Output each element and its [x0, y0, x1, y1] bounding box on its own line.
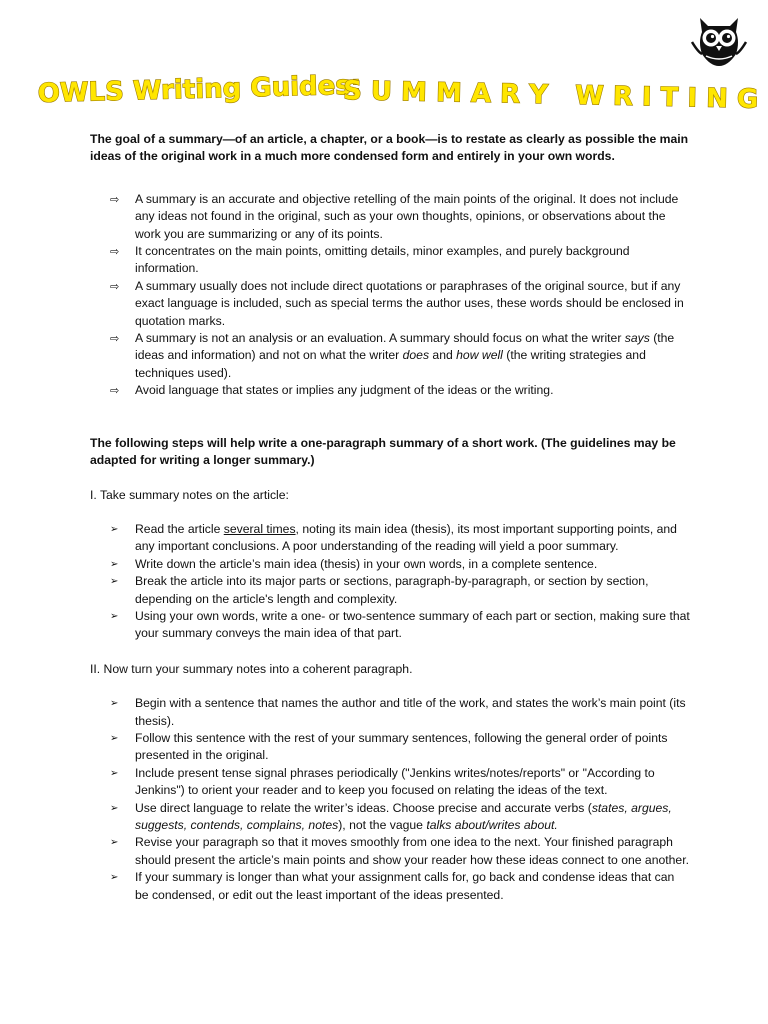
chevron-right-icon: ➢ — [110, 802, 119, 814]
owl-logo — [688, 8, 750, 70]
list-item-text: Write down the article’s main idea (thesis) in your own words, in a complete sentence. — [135, 556, 598, 571]
notes-steps-list — [90, 521, 690, 643]
owl-icon — [688, 8, 750, 70]
chevron-right-icon: ➢ — [110, 576, 119, 588]
list-item — [90, 765, 690, 800]
list-item-text: A summary is not an analysis or an evaluation. A summary should focus on what the writer — [135, 331, 625, 346]
intro-paragraph: The goal of a summary—of an article, a chapter, or a book—is to restate as clearly as possible the main ideas of the original work in a much more condensed form and entirely in your own words. — [90, 132, 689, 164]
list-item — [90, 382, 690, 399]
emphasis-says: says — [624, 331, 650, 346]
list-item — [90, 608, 690, 643]
arrow-icon: ⇨ — [110, 245, 120, 259]
list-item — [90, 573, 690, 608]
list-item — [90, 243, 690, 278]
chevron-right-icon: ➢ — [110, 732, 119, 744]
page-title — [37, 66, 759, 115]
list-item-text: ), not the vague — [338, 818, 427, 832]
title-part-owls: OWLS Writing Guides: — [37, 70, 362, 109]
section-heading-notes: I. Take summary notes on the article: — [90, 487, 289, 502]
emphasis-how-well: how well — [456, 348, 503, 363]
list-item-text: Read the article — [135, 521, 224, 536]
chevron-right-icon: ➢ — [110, 767, 119, 779]
arrow-icon: ⇨ — [110, 192, 120, 206]
list-item-text: Break the article into its major parts or sections, paragraph-by-paragraph, or section by section, depending on the article's length and complexity. — [135, 574, 649, 606]
list-item-text: Using your own words, write a one- or two-sentence summary of each part or section, making sure that your summary conveys the main idea of that part. — [135, 608, 690, 641]
list-item — [90, 278, 690, 330]
list-item — [90, 191, 690, 243]
steps-intro-paragraph: The following steps will help write a one-paragraph summary of a short work. (The guidelines may be adapted for writing a longer summary.) — [90, 435, 676, 468]
list-item-text: It concentrates on the main points, omitting details, minor examples, and purely background information. — [135, 244, 630, 276]
list-item-text: A summary is an accurate and objective retelling of the main points of the original. It does not include any ideas not found in the original, such as your own thoughts, opinions, or observations about the work you are summarizing or any of its points. — [135, 191, 679, 241]
arrow-icon: ⇨ — [110, 332, 120, 346]
chevron-right-icon: ➢ — [110, 558, 119, 570]
list-item-text: Use direct language to relate the writer’s ideas. Choose precise and accurate verbs ( — [135, 800, 592, 815]
chevron-right-icon: ➢ — [110, 837, 119, 849]
list-item — [90, 695, 690, 730]
list-item-text: Avoid language that states or implies any judgment of the ideas or the writing. — [135, 383, 554, 398]
underlined-phrase: several times — [223, 521, 296, 536]
list-item — [90, 330, 690, 382]
list-item-text: Follow this sentence with the rest of your summary sentences, following the general order of points presented in the original. — [135, 730, 668, 763]
list-item — [90, 800, 690, 835]
list-item-text: Revise your paragraph so that it moves smoothly from one idea to the next. Your finished paragraph should present the article’s main points and show your reader how these ideas connect to one another. — [135, 835, 689, 867]
arrow-icon: ⇨ — [110, 384, 120, 398]
list-item-text: Include present tense signal phrases periodically ("Jenkins writes/notes/reports" or "According to Jenkins") to orient your reader and to keep you focused on relating the ideas of the text. — [135, 765, 655, 798]
document-body — [90, 131, 690, 922]
chevron-right-icon: ➢ — [110, 872, 119, 884]
list-item-text: Begin with a sentence that names the author and title of the work, and states the work’s main point (its thesis). — [135, 696, 686, 728]
section-heading-paragraph: II. Now turn your summary notes into a coherent paragraph. — [90, 661, 413, 676]
list-item — [90, 521, 690, 556]
emphasis-verbs: states, argues, suggests, contends, complains, notes — [135, 800, 672, 832]
emphasis-vague-verbs: talks about/writes about. — [426, 818, 558, 832]
emphasis-does: does — [402, 348, 430, 363]
list-item — [90, 869, 690, 904]
chevron-right-icon: ➢ — [110, 698, 119, 710]
list-item-text: , noting its main idea (thesis), its most important supporting points, and any important conclusions. A poor understanding of the reading will yield a poor summary. — [135, 521, 677, 554]
summary-definition-list — [90, 191, 690, 400]
list-item-text: (the ideas and information) and not on what the writer — [135, 331, 675, 363]
title-part-summary-writing: S U M M A R Y W R I T I N G — [342, 76, 759, 115]
list-item-text: (the writing strategies and techniques used). — [135, 348, 646, 380]
list-item-text: If your summary is longer than what your assignment calls for, go back and condense ideas that can be condensed, or edit out the least important of the ideas presented. — [135, 870, 675, 902]
list-item-text: and — [429, 348, 457, 363]
arrow-icon: ⇨ — [110, 279, 120, 293]
list-item — [90, 730, 690, 765]
list-item-text: A summary usually does not include direct quotations or paraphrases of the original source, but if any exact language is included, such as special terms the author uses, these words should be enclosed in quotation marks. — [135, 278, 684, 328]
paragraph-steps-list — [90, 695, 690, 904]
list-item — [90, 556, 690, 573]
list-item — [90, 834, 690, 869]
chevron-right-icon: ➢ — [110, 523, 119, 535]
chevron-right-icon: ➢ — [110, 610, 119, 622]
